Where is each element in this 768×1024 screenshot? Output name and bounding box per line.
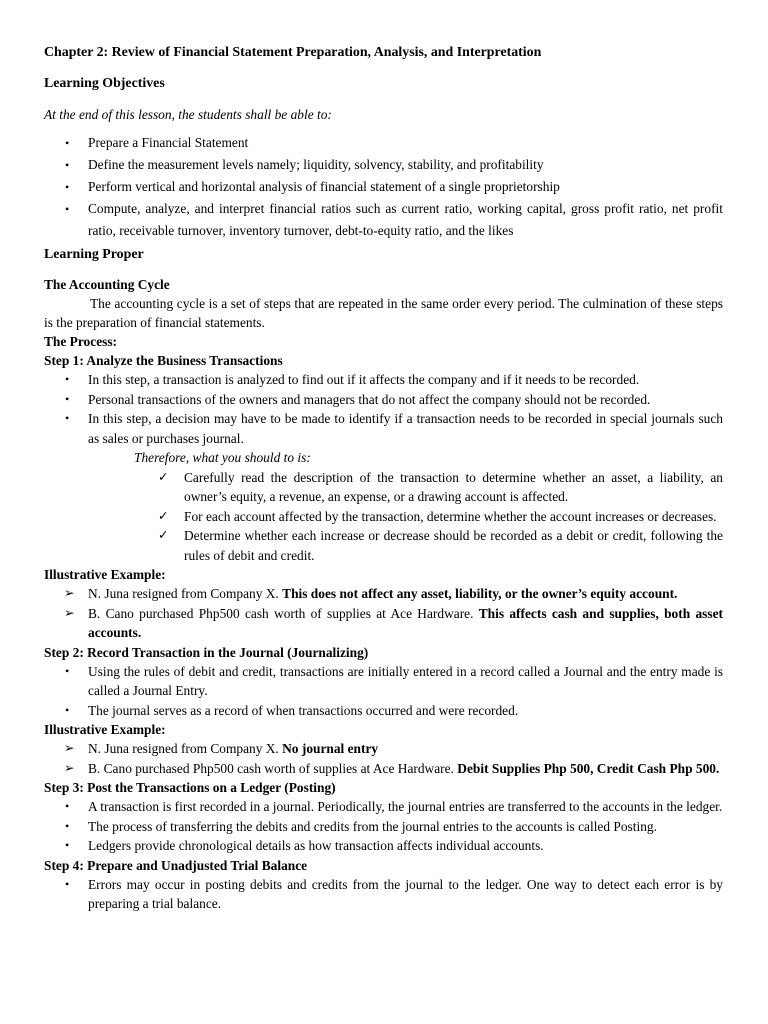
heading-learning-objectives: Learning Objectives [44,76,165,91]
check-icon: ✓ [158,528,169,542]
heading-step4: Step 4: Prepare and Unadjusted Trial Balance [44,857,308,873]
objectives-intro: At the end of this lesson, the students shall be able to: [44,107,332,122]
example2-list [44,739,723,778]
accounting-cycle-paragraph: The accounting cycle is a set of steps that are repeated in the same order every period. The culmination of these steps is the preparation of financial statements. [44,296,723,330]
heading-the-process: The Process: [44,334,118,349]
step1-bullet-list [44,370,723,448]
bullet-text: Personal transactions of the owners and managers that do not affect the company should not be recorded. [88,391,651,407]
heading-step3: Step 3: Post the Transactions on a Ledger (Posting) [44,780,336,795]
bullet-icon: • [65,838,70,852]
chapter-title: Chapter 2: Review of Financial Statement Preparation, Analysis, and Interpretation [44,45,542,60]
arrow-icon: ➢ [64,760,75,775]
arrow-icon: ➢ [64,741,75,755]
bullet-icon: • [65,411,70,425]
bullet-icon: • [65,876,70,891]
therefore-note: Therefore, what you should to is: [134,450,311,465]
example-bold-text: No journal entry [282,741,379,756]
bullet-text: The process of transferring the debits and credits from the journal entries to the accounts is called Posting. [88,818,657,834]
step3-bullet-list [44,797,723,856]
bullet-item [44,662,723,701]
example1-list [44,584,723,643]
bullet-icon: • [65,818,70,833]
check-item [44,468,723,507]
heading-learning-proper: Learning Proper [44,247,144,262]
example-text: N. Juna resigned from Company X. [88,741,283,756]
bullet-item [44,817,723,837]
check-icon: ✓ [158,508,169,523]
bullet-item [44,797,723,817]
objective-item [44,198,723,242]
bullet-item [44,409,723,448]
heading-step2: Step 2: Record Transaction in the Journal (Journalizing) [44,644,369,660]
check-item [44,526,723,565]
objective-item [44,132,723,154]
example-text: N. Juna resigned from Company X. [88,586,283,601]
example-bold-text: Debit Supplies Php 500, Credit Cash Php 500. [457,760,720,776]
bullet-item [44,701,723,721]
bullet-icon: • [65,372,70,386]
bullet-text: In this step, a decision may have to be made to identify if a transaction needs to be recorded in special journals such as sales or purchases journal. [88,411,723,446]
bullet-icon: • [65,158,70,172]
objective-item [44,154,723,176]
example-item [44,604,723,643]
check-text: For each account affected by the transaction, determine whether the account increases or decreases. [184,508,717,524]
bullet-icon: • [65,702,70,717]
objective-item [44,176,723,198]
objective-text: Compute, analyze, and interpret financial ratios such as current ratio, working capital, gross profit ratio, net profit ratio, receivable turnover, inventory turnover, debt-to-equity ratio, and the likes [88,201,723,238]
heading-step1: Step 1: Analyze the Business Transactions [44,353,283,368]
bullet-icon: • [65,391,70,406]
heading-accounting-cycle: The Accounting Cycle [44,277,170,292]
bullet-text: A transaction is first recorded in a journal. Periodically, the journal entries are transferred to the accounts in the ledger. [88,799,723,814]
example-text: B. Cano purchased Php500 cash worth of supplies at Ace Hardware. [88,605,479,621]
check-icon: ✓ [158,469,169,484]
example-bold-text: This does not affect any asset, liability, or the owner’s equity account. [282,586,678,601]
check-text: Carefully read the description of the transaction to determine whether an asset, a liability, an owner’s equity, a revenue, an expense, or a drawing account is affected. [184,469,723,504]
bullet-icon: • [65,799,70,813]
bullet-item [44,836,723,856]
bullet-icon: • [65,202,70,216]
step4-bullet-list [44,875,723,914]
check-text: Determine whether each increase or decrease should be recorded as a debit or credit, following the rules of debit and credit. [184,528,723,563]
objective-text: Define the measurement levels namely; liquidity, solvency, stability, and profitability [88,157,544,172]
bullet-text: In this step, a transaction is analyzed to find out if it affects the company and if it needs to be recorded. [88,372,640,387]
bullet-text: Using the rules of debit and credit, transactions are initially entered in a record called a Journal and the entry made is called a Journal Entry. [88,663,723,698]
objectives-list [44,132,723,242]
bullet-text: Errors may occur in posting debits and credits from the journal to the ledger. One way to detect each error is by preparing a trial balance. [88,876,723,911]
example-item [44,739,723,759]
example-text: B. Cano purchased Php500 cash worth of supplies at Ace Hardware. [88,760,458,776]
objective-text: Perform vertical and horizontal analysis of financial statement of a single proprietorship [88,179,560,194]
example-bold-text: This affects cash and supplies, both asset accounts. [88,605,723,640]
objective-text: Prepare a Financial Statement [88,135,249,150]
example-item [44,584,723,604]
check-item [44,507,723,527]
bullet-item [44,875,723,914]
arrow-icon: ➢ [64,586,75,600]
arrow-icon: ➢ [64,605,75,620]
checklist [44,468,723,566]
bullet-icon: • [65,180,70,194]
heading-illustrative-example-1: Illustrative Example: [44,567,166,582]
example-item [44,759,723,779]
step2-bullet-list [44,662,723,721]
bullet-icon: • [65,136,70,150]
bullet-icon: • [65,663,70,678]
heading-illustrative-example-2: Illustrative Example: [44,722,166,737]
bullet-text: The journal serves as a record of when transactions occurred and were recorded. [88,702,519,718]
bullet-item [44,370,723,390]
bullet-text: Ledgers provide chronological details as how transaction affects individual accounts. [88,838,544,853]
bullet-item [44,390,723,410]
